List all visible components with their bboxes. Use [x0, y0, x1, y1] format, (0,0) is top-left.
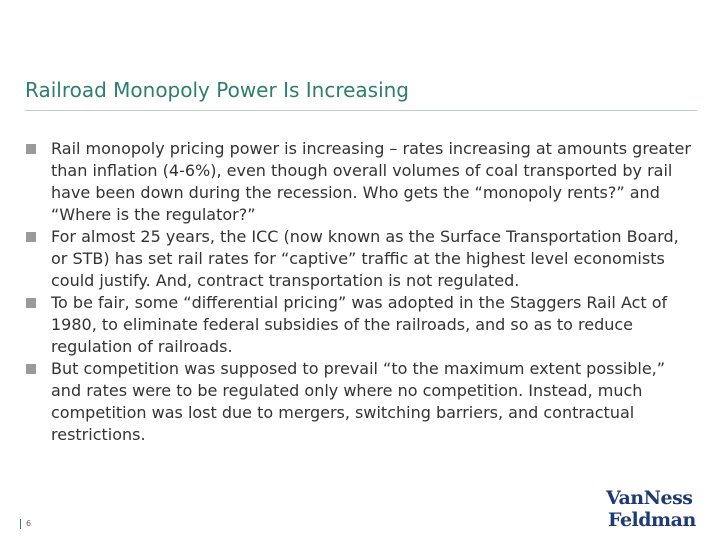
logo-line-1: VanNess — [606, 487, 693, 509]
bullet-text: To be fair, some “differential pricing” was adopted in the Staggers Rail Act of 1980, to eliminate federal subsidies of the railroads, and so as to reduce regulation of railroads. — [51, 293, 668, 356]
square-bullet-icon — [26, 232, 36, 242]
square-bullet-icon — [26, 364, 36, 374]
square-bullet-icon — [26, 298, 36, 308]
logo-line-2: Feldman — [608, 509, 696, 531]
company-logo — [606, 487, 714, 535]
square-bullet-icon — [26, 144, 36, 154]
page-number: 6 — [20, 519, 31, 529]
title-divider — [25, 110, 697, 111]
bullet-text: But competition was supposed to prevail “to the maximum extent possible,” and rates were to be regulated only where no competition. Instead, much competition was lost due to mergers, switching barriers, and contractual restrictions. — [51, 359, 666, 444]
bullet-item — [24, 226, 696, 292]
slide-title: Railroad Monopoly Power Is Increasing — [25, 78, 410, 102]
bullet-item — [24, 138, 696, 226]
bullet-text: For almost 25 years, the ICC (now known as the Surface Transportation Board, or STB) has set rail rates for “captive” traffic at the highest level economists could justify. And, contract transportation is not regulated. — [51, 227, 679, 290]
bullet-text: Rail monopoly pricing power is increasing – rates increasing at amounts greater than inflation (4-6%), even though overall volumes of coal transported by rail have been down during the recession. Who gets the “monopoly rents?” and “Where is the regulator?” — [51, 139, 691, 224]
bullet-item — [24, 358, 696, 446]
bullet-list — [24, 138, 696, 446]
bullet-item — [24, 292, 696, 358]
